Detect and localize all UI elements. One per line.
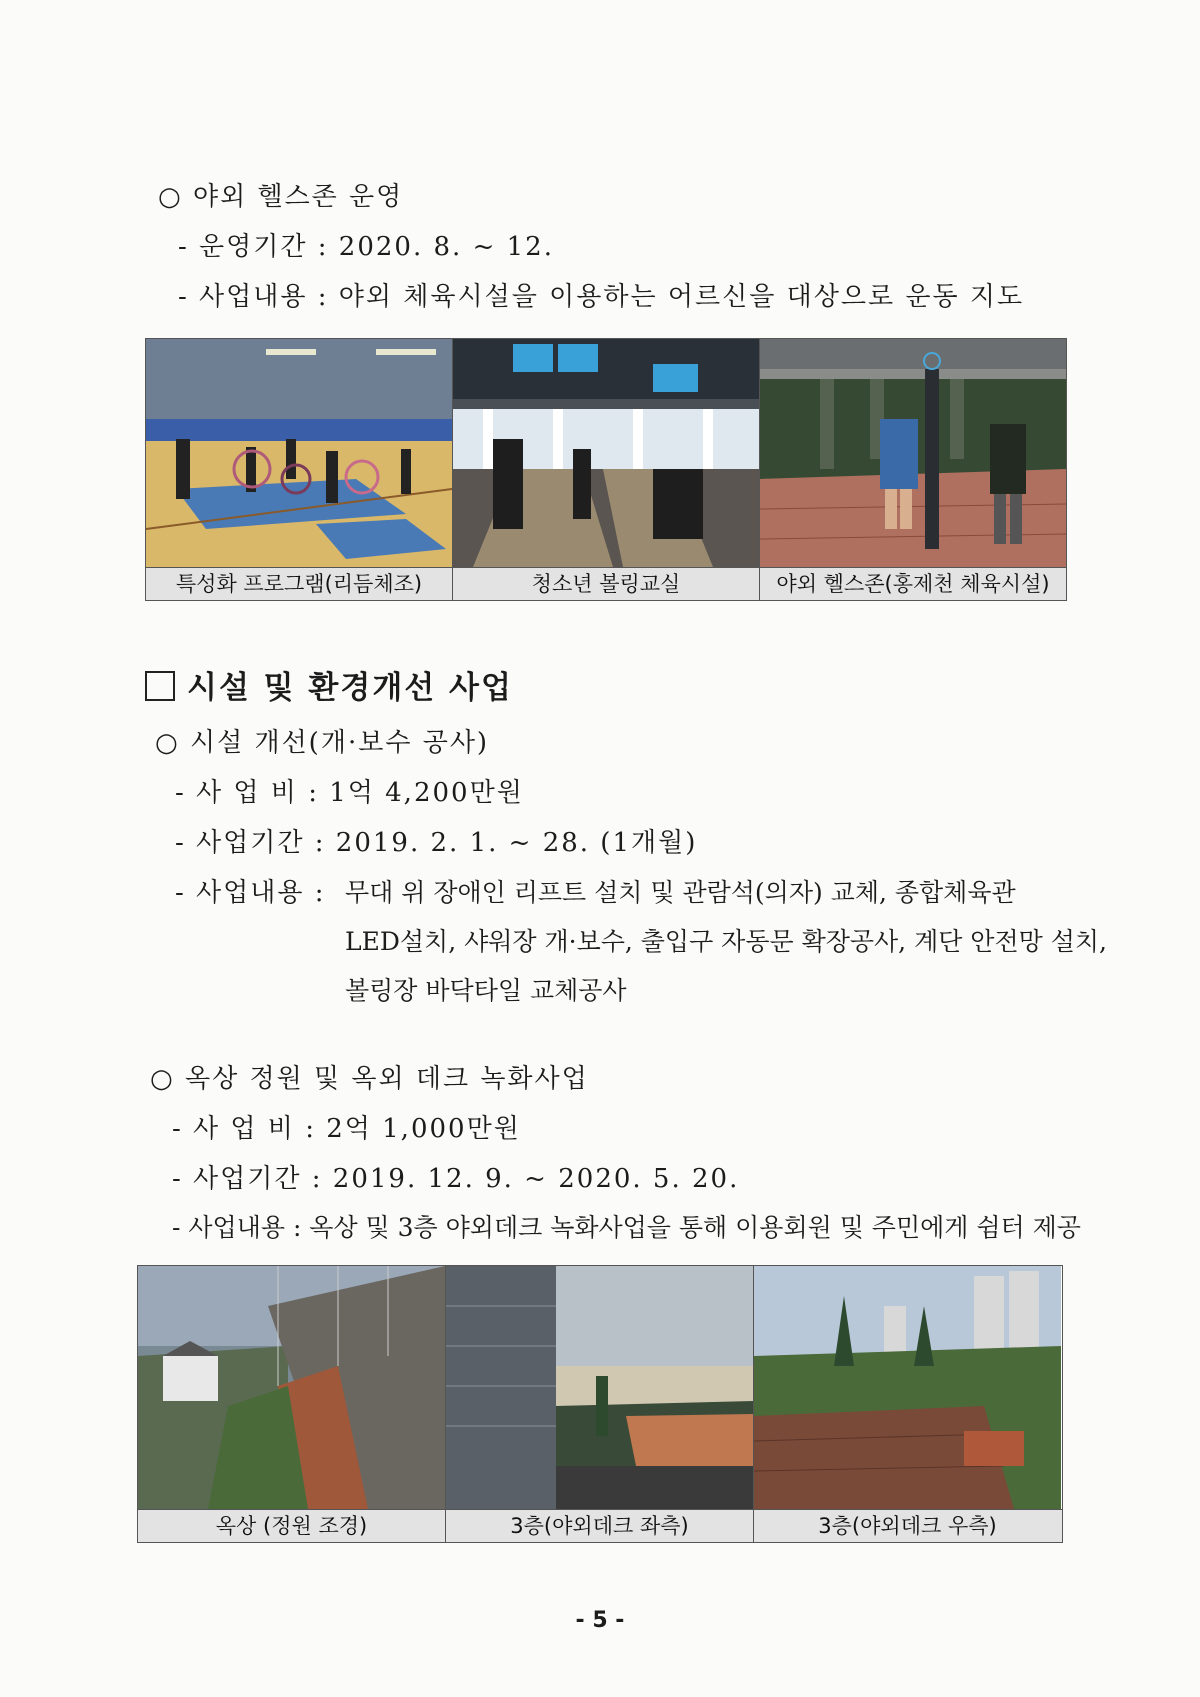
checkbox-square-icon [145, 671, 175, 701]
page-number: - 5 - [575, 1608, 625, 1633]
photo-rhythmic-gymnastics [146, 339, 453, 567]
photo-rooftop-garden [138, 1266, 446, 1509]
rooftop-budget: - 사 업 비 : 2억 1,000만원 [172, 1114, 521, 1144]
photo-table-rooftop [137, 1265, 1063, 1543]
facility-content-line-1: 무대 위 장애인 리프트 설치 및 관람석(의자) 교체, 종합체육관 [345, 878, 1016, 907]
facility-content-line-3: 볼링장 바닥타일 교체공사 [345, 976, 627, 1005]
photo-3f-deck-left [446, 1266, 754, 1509]
caption-3f-deck-left: 3층(야외데크 좌측) [446, 1510, 754, 1542]
rooftop-period: - 사업기간 : 2019. 12. 9. ~ 2020. 5. 20. [172, 1164, 740, 1194]
photo-table-programs [145, 338, 1067, 601]
facility-improvement-bullet: ○ 시설 개선(개·보수 공사) [155, 728, 490, 758]
caption-rhythmic-gymnastics: 특성화 프로그램(리듬체조) [146, 568, 453, 600]
photo-youth-bowling [453, 339, 760, 567]
photo-outdoor-health-zone [760, 339, 1066, 567]
caption-outdoor-health-zone: 야외 헬스존(홍제천 체육시설) [776, 572, 1050, 596]
facility-budget: - 사 업 비 : 1억 4,200만원 [175, 778, 524, 808]
facility-period: - 사업기간 : 2019. 2. 1. ~ 28. (1개월) [175, 828, 698, 858]
rooftop-garden-bullet: ○ 옥상 정원 및 옥외 데크 녹화사업 [150, 1064, 589, 1094]
outdoor-health-zone-bullet: ○ 야외 헬스존 운영 [158, 182, 404, 212]
operation-period: - 운영기간 : 2020. 8. ~ 12. [178, 232, 554, 262]
caption-3f-deck-right: 3층(야외데크 우측) [818, 1514, 997, 1538]
rooftop-content: - 사업내용 : 옥상 및 3층 야외데크 녹화사업을 통해 이용회원 및 주민에게 쉼터 제공 [172, 1213, 1081, 1242]
facility-content-label: - 사업내용 : [175, 878, 326, 908]
business-content: - 사업내용 : 야외 체육시설을 이용하는 어르신을 대상으로 운동 지도 [178, 282, 1025, 312]
facility-content-line-2: LED설치, 샤워장 개·보수, 출입구 자동문 확장공사, 계단 안전망 설치, [345, 927, 1107, 956]
section-heading-text: 시설 및 환경개선 사업 [187, 670, 513, 706]
photo-3f-deck-right [754, 1266, 1061, 1509]
caption-youth-bowling: 청소년 볼링교실 [453, 568, 760, 600]
caption-rooftop-garden: 옥상 (정원 조경) [138, 1510, 446, 1542]
section-heading-facility-improvement [145, 662, 513, 707]
